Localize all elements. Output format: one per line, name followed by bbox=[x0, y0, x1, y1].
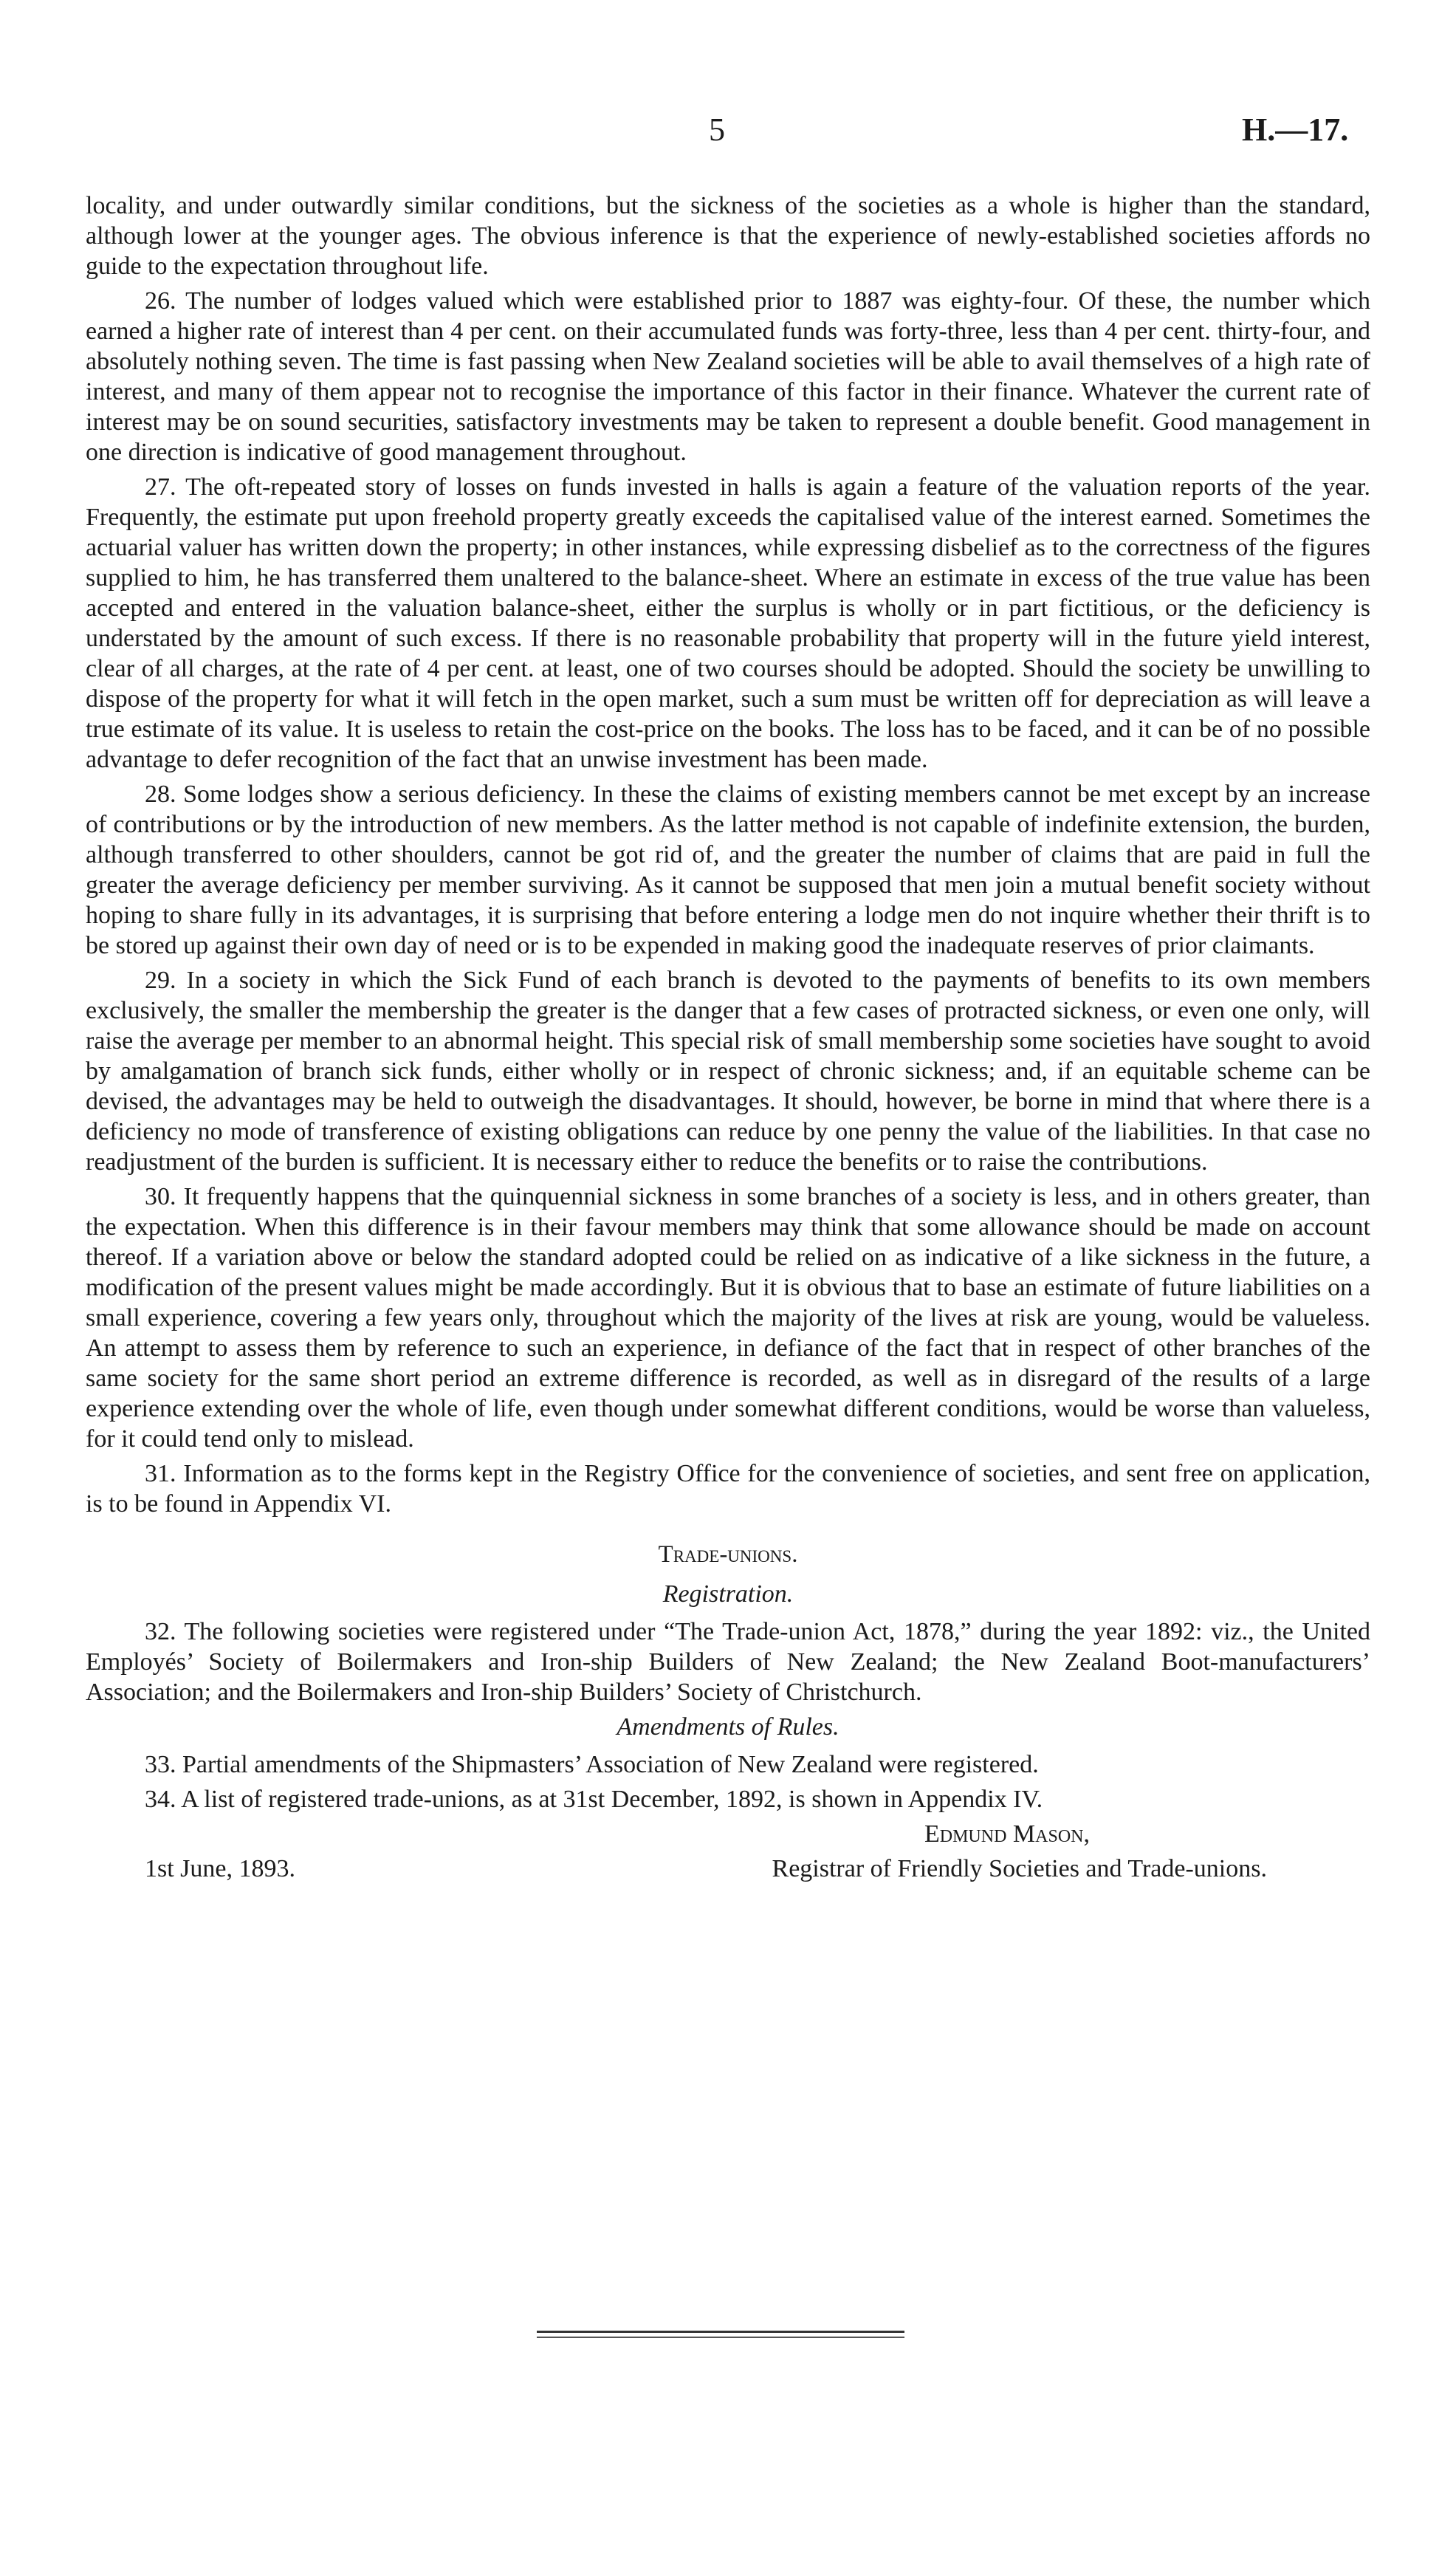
paragraph-31: 31. Information as to the forms kept in the Registry Office for the convenience of societies, and sent free on application, is to be found in Appendix VI. bbox=[86, 1460, 1370, 1518]
signatory-name: Edmund Mason, bbox=[924, 1820, 1090, 1848]
signature-row bbox=[86, 1854, 1370, 1884]
document-reference: H.—17. bbox=[1242, 112, 1349, 148]
signatory-title: Registrar of Friendly Societies and Trade-unions. bbox=[772, 1855, 1267, 1882]
closing-rule-top bbox=[537, 2331, 904, 2333]
subheading-registration: Registration. bbox=[662, 1580, 794, 1608]
paragraph-27: 27. The oft-repeated story of losses on funds invested in halls is again a feature of the valuation reports of the year. Frequently, the estimate put upon freehold property greatly exceeds the capitalised value of the interest earned. Sometimes the actuarial valuer has written down the property; in other instances, while expressing disbelief as to the correctness of the figures supplied to him, he has transferred them unaltered to the balance-sheet. Where an estimate in excess of the true value has been accepted and entered in the valuation balance-sheet, either the surplus is wholly or in part fictitious, or the deficiency is understated by the amount of such excess. If there is no reasonable probability that property will in the future yield interest, clear of all charges, at the rate of 4 per cent. at least, one of two courses should be adopted. Should the society be unwilling to dispose of the property for what it will fetch in the open market, such a sum must be written off for depreciation as will leave a true estimate of its value. It is useless to retain the cost-price on the books. The loss has to be faced, and it can be of no possible advantage to defer recognition of the fact that an unwise investment has been made. bbox=[86, 473, 1370, 773]
paragraph-continuation: locality, and under outwardly similar conditions, but the sickness of the societies as a whole is higher than the standard, although lower at the younger ages. The obvious inference is that the experience of newly-established societies affords no guide to the expectation throughout life. bbox=[86, 192, 1370, 280]
closing-rule-bottom bbox=[537, 2337, 904, 2338]
paragraph-33: 33. Partial amendments of the Shipmasters’ Association of New Zealand were registered. bbox=[145, 1751, 1039, 1778]
paragraph-28: 28. Some lodges show a serious deficiency. In these the claims of existing members cannot be met except by an increase of contributions or by the introduction of new members. As the latter method is not capable of indefinite extension, the burden, although transferred to other shoulders, cannot be got rid of, and the greater the number of claims that are paid in full the greater the average deficiency per member surviving. As it cannot be supposed that men join a mutual benefit society without hoping to share fully in its advantages, it is surprising that before entering a lodge men do not inquire whether their thrift is to be stored up against their own day of need or is to be expended in making good the inadequate reserves of prior claimants. bbox=[86, 781, 1370, 959]
subheading-amendments: Amendments of Rules. bbox=[617, 1713, 839, 1741]
paragraph-30: 30. It frequently happens that the quinquennial sickness in some branches of a society is less, and in others greater, than the expectation. When this difference is in their favour members may think that some allowance should be made on account thereof. If a variation above or below the standard adopted could be relied on as indicative of a like sickness in the future, a modification of the present values might be made accordingly. But it is obvious that to base an estimate of future liabilities on a small experience, covering a few years only, throughout which the majority of the lives at risk are young, would be valueless. An attempt to assess them by reference to such an experience, in defiance of the fact that in respect of other branches of the same society for the same short period an extreme difference is recorded, as well as in disregard of the results of a large experience extending over the whole of life, even though under somewhat different conditions, would be worse than valueless, for it could tend only to mislead. bbox=[86, 1183, 1370, 1453]
document-body bbox=[86, 191, 1370, 1884]
signature-date: 1st June, 1893. bbox=[145, 1855, 295, 1882]
page-number: 5 bbox=[709, 112, 725, 148]
paragraph-34: 34. A list of registered trade-unions, as at 31st December, 1892, is shown in Appendix IV. bbox=[145, 1786, 1043, 1813]
section-heading-trade-unions: Trade-unions. bbox=[658, 1541, 798, 1568]
paragraph-32: 32. The following societies were registered under “The Trade-union Act, 1878,” during the year 1892: viz., the United Employés’ Society of Boilermakers and Iron-ship Builders of New Zealand; the New Zealand Boot-manufacturers’ Association; and the Boilermakers and Iron-ship Builders’ Society of Christchurch. bbox=[86, 1618, 1370, 1706]
paragraph-29: 29. In a society in which the Sick Fund of each branch is devoted to the payments of benefits to its own members exclusively, the smaller the membership the greater is the danger that a few cases of protracted sickness, or even one only, will raise the average per member to an abnormal height. This special risk of small membership some societies have sought to avoid by amalgamation of branch sick funds, either wholly or in respect of chronic sickness; and, if an equitable scheme can be devised, the advantages may be held to outweigh the disadvantages. It should, however, be borne in mind that where there is a deficiency no mode of transference of existing obligations can reduce by one penny the value of the liabilities. In that case no readjustment of the burden is sufficient. It is necessary either to reduce the benefits or to raise the contributions. bbox=[86, 967, 1370, 1176]
paragraph-26: 26. The number of lodges valued which were established prior to 1887 was eighty-four. Of these, the number which earned a higher rate of interest than 4 per cent. on their accumulated funds was forty-three, less than 4 per cent. thirty-four, and absolutely nothing seven. The time is fast passing when New Zealand societies will be able to avail themselves of a high rate of interest, and many of them appear not to recognise the importance of this factor in their finance. Whatever the current rate of interest may be on sound securities, satisfactory investments may be taken to represent a double benefit. Good management in one direction is indicative of good management throughout. bbox=[86, 287, 1370, 466]
